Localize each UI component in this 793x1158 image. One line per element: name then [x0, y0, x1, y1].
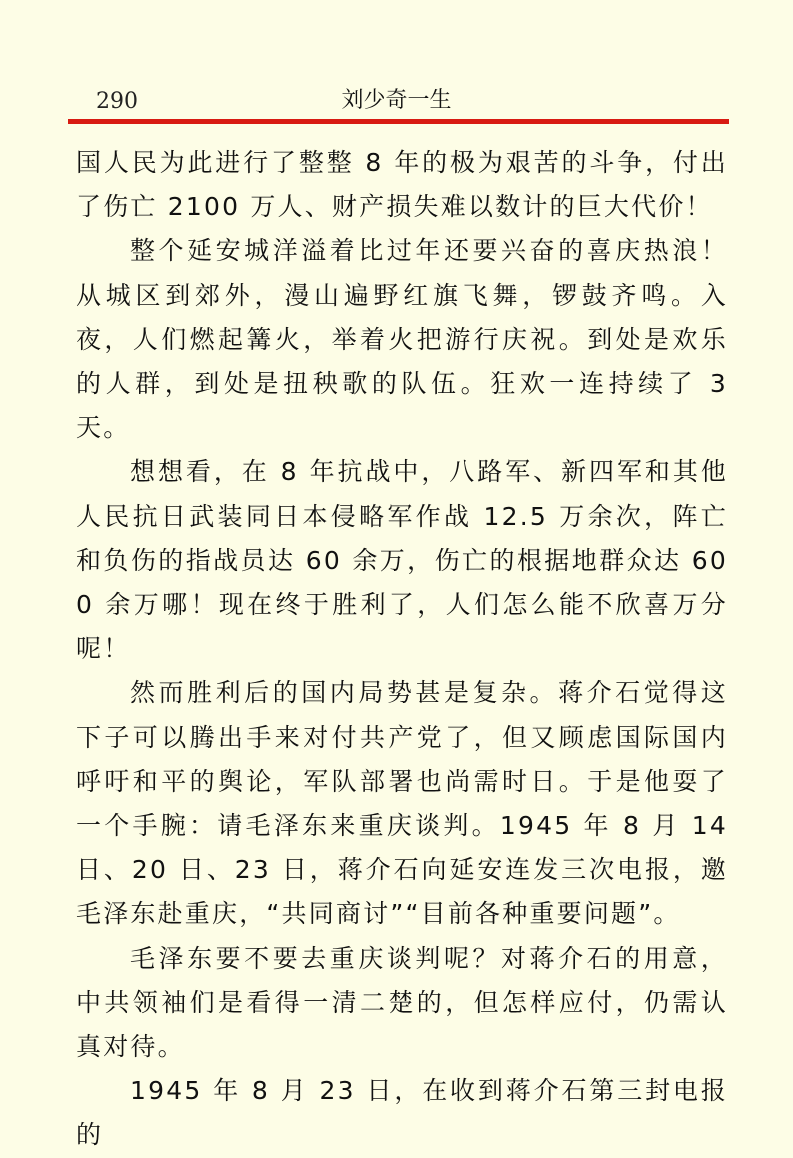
- paragraph-2: 整个延安城洋溢着比过年还要兴奋的喜庆热浪！从城区到郊外，漫山遍野红旗飞舞，锣鼓齐鸣。入夜，人们燃起篝火，举着火把游行庆祝。到处是欢乐的人群，到处是扭秧歌的队伍。狂欢一连持续了 3 天。: [76, 236, 728, 443]
- body-text: [76, 141, 728, 1158]
- paragraph-1: 国人民为此进行了整整 8 年的极为艰苦的斗争，付出了伤亡 2100 万人、财产损失难以数计的巨大代价！: [76, 148, 728, 222]
- running-title: 刘少奇一生: [341, 88, 452, 113]
- paragraph-6: 1945 年 8 月 23 日，在收到蒋介石第三封电报的: [76, 1076, 728, 1150]
- paragraph-5: 毛泽东要不要去重庆谈判呢？对蒋介石的用意，中共领袖们是看得一清二楚的，但怎样应付，仍需认真对待。: [76, 943, 728, 1062]
- paragraph-4: 然而胜利后的国内局势甚是复杂。蒋介石觉得这下子可以腾出手来对付共产党了，但又顾虑国际国内呼吁和平的舆论，军队部署也尚需时日。于是他耍了一个手腕：请毛泽东来重庆谈判。1945 年 8 月 14 日、20 日、23 日，蒋介石向延安连发三次电报，邀毛泽东赴重庆，“共同商讨”“目前各种重要问题”。: [76, 678, 728, 929]
- page-number: 290: [96, 89, 138, 114]
- paragraph-3: 想想看，在 8 年抗战中，八路军、新四军和其他人民抗日武装同日本侵略军作战 12.5 万余次，阵亡和负伤的指战员达 60 余万，伤亡的根据地群众达 600 余万哪！现在终于胜利了，人们怎么能不欣喜万分呢！: [76, 457, 728, 664]
- header-rule: [68, 119, 729, 124]
